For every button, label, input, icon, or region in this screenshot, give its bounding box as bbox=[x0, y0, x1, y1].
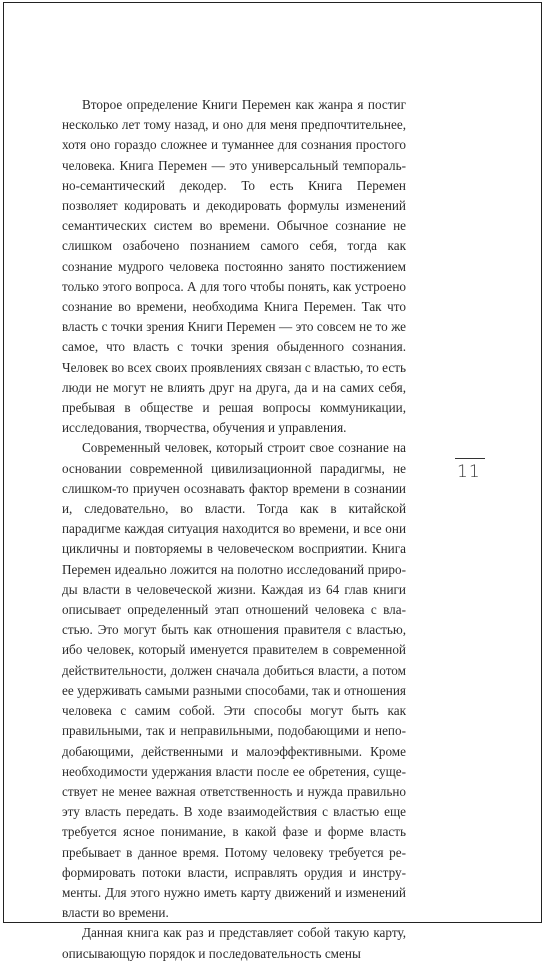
paragraph-1: Второе определение Книги Перемен как жанра я постиг несколько лет тому назад, и оно для меня предпочтительнее, хотя оно гораздо сложнее и туманнее для сознания простого человека. Книга Перемен — это универсальный темпорально-семантический декодер. То есть Книга Перемен позволяет кодировать и декодировать формулы изменений семантических систем во времени. Обычное сознание не слишком озабочено познанием самого себя, тогда как сознание мудрого человека постоянно занято постижением только этого вопроса. А для того чтобы понять, как устроено сознание во времени, необходима Книга Перемен. Так что власть с точки зрения Книги Перемен — это совсем не то же самое, что власть с точки зрения обыденного сознания. Человек во всех своих проявлениях связан с властью, то есть люди не могут не влиять друг на друга, да и на самих себя, пребывая в обществе и решая вопросы коммуникации, исследования, творчества, обучения и управления. bbox=[62, 97, 406, 436]
page-number-block bbox=[455, 458, 485, 482]
paragraph-3: Данная книга как раз и представляет собой такую карту, описывающую порядок и последовательность смены bbox=[62, 925, 406, 961]
page-number: 11 bbox=[457, 462, 481, 482]
body-text bbox=[62, 95, 406, 964]
page-number-rule bbox=[455, 458, 485, 459]
paragraph-2: Современный человек, который строит свое сознание на основании современной цивилизационной парадигмы, не слишком-то приучен осознавать фактор времени в сознании и, следовательно, во власти. Тогда как в китайской парадигме каждая ситуация находится во времени, и все они цикличны и повторяемы в человеческом восприятии. Книга Перемен идеально ложится на полотно исследований природы власти в человеческой жизни. Каждая из 64 глав книги описывает определенный этап отношений человека с властью. Это могут быть как отношения правителя с властью, ибо человек, который именуется правителем в современной действительности, должен сначала добиться власти, а потом ее удерживать самыми разными способами, так и отношения человека с самим собой. Эти способы могут быть как правильными, так и неправильными, подобающими и неподобающими, действенными и малоэффективными. Кроме необходимости удержания власти после ее обретения, существует не менее важная ответственность и нужда правильно эту власть передать. В ходе взаимодействия с властью еще требуется ясное понимание, в какой фазе и форме власть пребывает в данное время. Потому человеку требуется реформировать потоки власти, исправлять орудия и инструменты. Для этого нужно иметь карту движений и изменений власти во времени. bbox=[62, 440, 406, 921]
